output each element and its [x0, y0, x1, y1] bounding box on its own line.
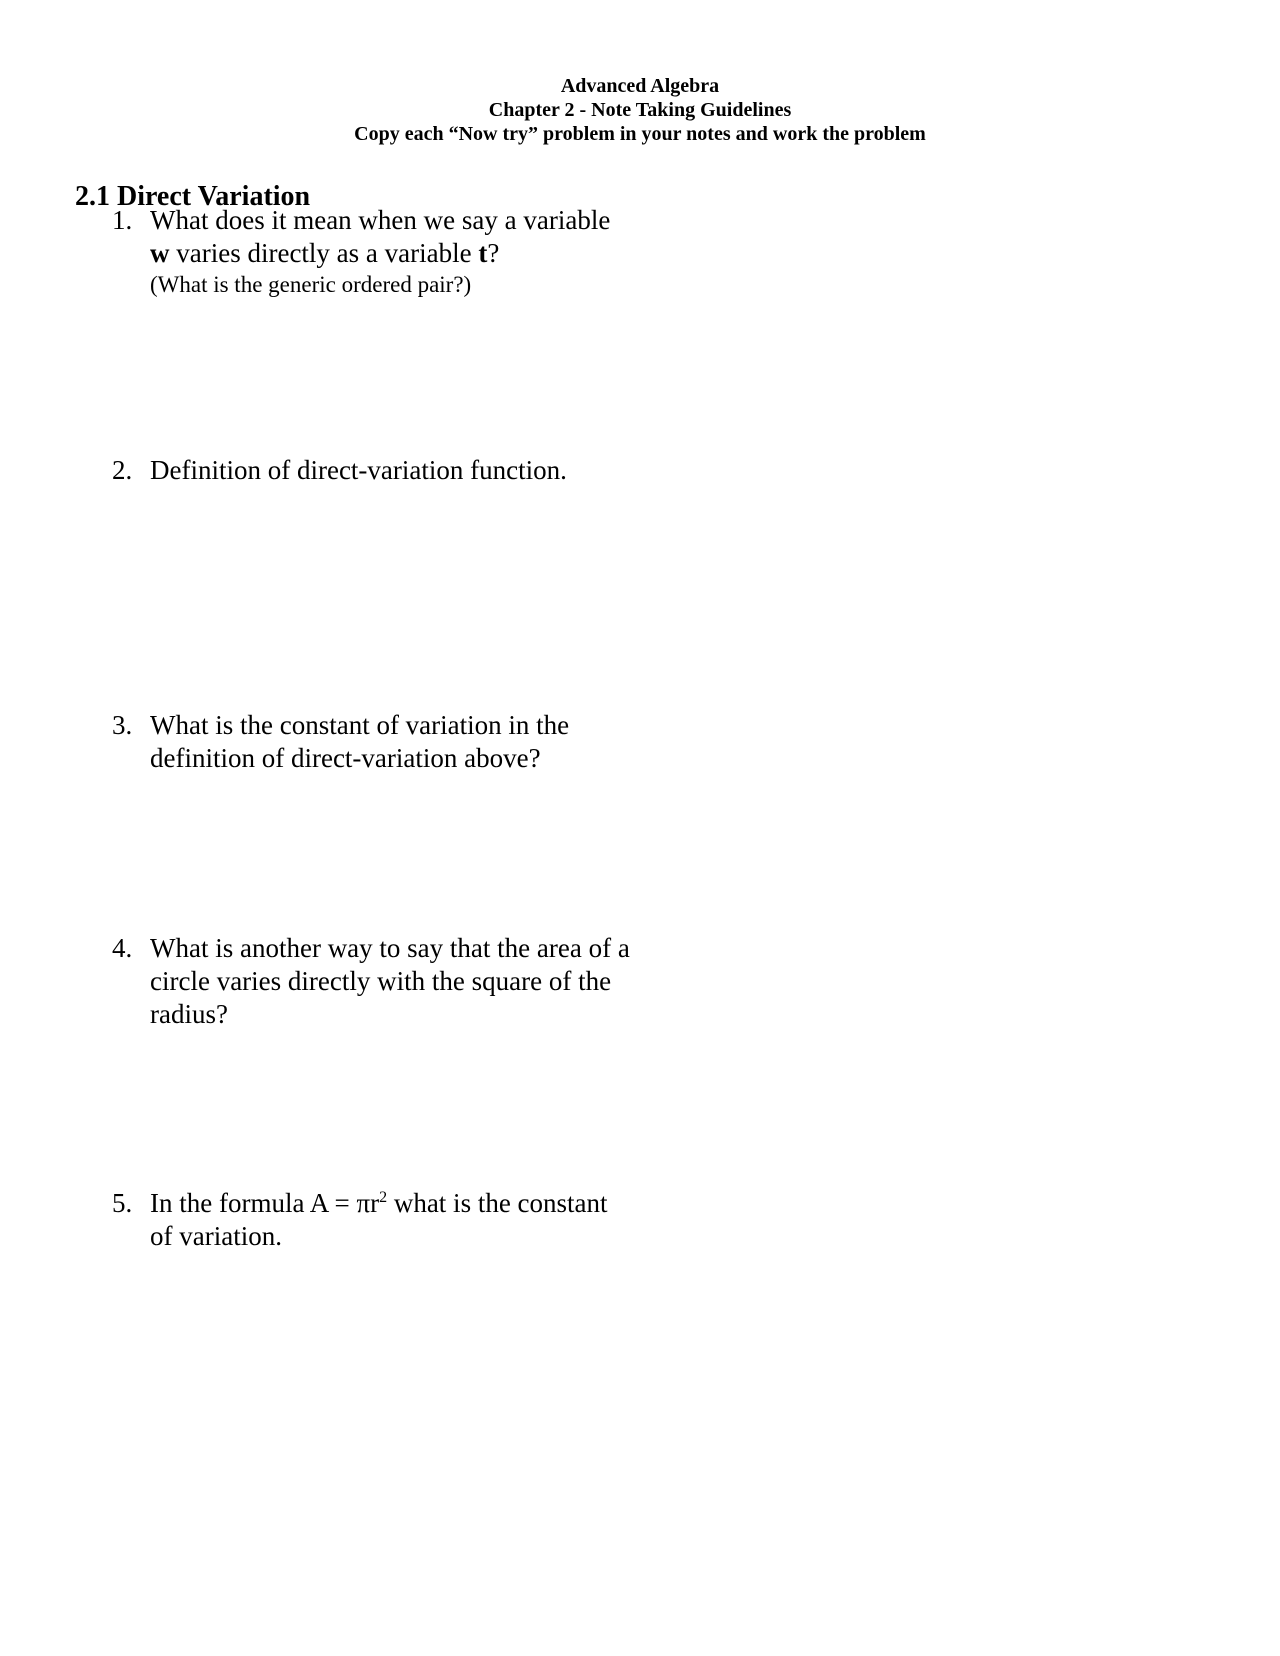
formula-exponent: 2 [379, 1189, 388, 1206]
question-line [150, 1187, 732, 1220]
question-line-mid: varies directly as a variable [169, 238, 479, 268]
document-header [0, 74, 1280, 146]
question-number: 4. [112, 933, 133, 963]
question-line: definition of direct-variation above? [150, 743, 541, 773]
question-4 [112, 932, 732, 1031]
question-text [150, 454, 732, 487]
question-line [150, 237, 732, 270]
question-number: 1. [112, 205, 133, 235]
question-text [150, 204, 732, 300]
question-text [150, 932, 732, 1031]
formula-end: what is the constant [387, 1188, 608, 1218]
section-title: 2.1 Direct Variation [75, 181, 311, 212]
chapter-title: Chapter 2 - Note Taking Guidelines [488, 99, 792, 121]
question-line: of variation. [150, 1221, 282, 1251]
formula-start: In the formula A = πr [150, 1188, 380, 1218]
question-text [150, 1187, 732, 1253]
question-number: 2. [112, 455, 133, 485]
question-line: radius? [150, 999, 228, 1029]
question-line: Definition of direct-variation function. [150, 455, 567, 485]
question-hint: (What is the generic ordered pair?) [150, 272, 472, 297]
question-line: What is another way to say that the area of a [150, 933, 630, 963]
question-line: What does it mean when we say a variable [150, 205, 611, 235]
question-2 [112, 454, 732, 487]
question-1 [112, 204, 732, 300]
question-number: 5. [112, 1188, 133, 1218]
question-5 [112, 1187, 732, 1253]
question-line-end: ? [487, 238, 500, 268]
instructions: Copy each “Now try” problem in your notes and work the problem [354, 123, 926, 145]
course-title: Advanced Algebra [560, 75, 720, 97]
question-number: 3. [112, 710, 133, 740]
variable-t: t [478, 238, 488, 268]
question-line: What is the constant of variation in the [150, 710, 570, 740]
question-text [150, 709, 732, 775]
question-line: circle varies directly with the square of the [150, 966, 612, 996]
variable-w: w [150, 238, 170, 268]
question-3 [112, 709, 732, 775]
